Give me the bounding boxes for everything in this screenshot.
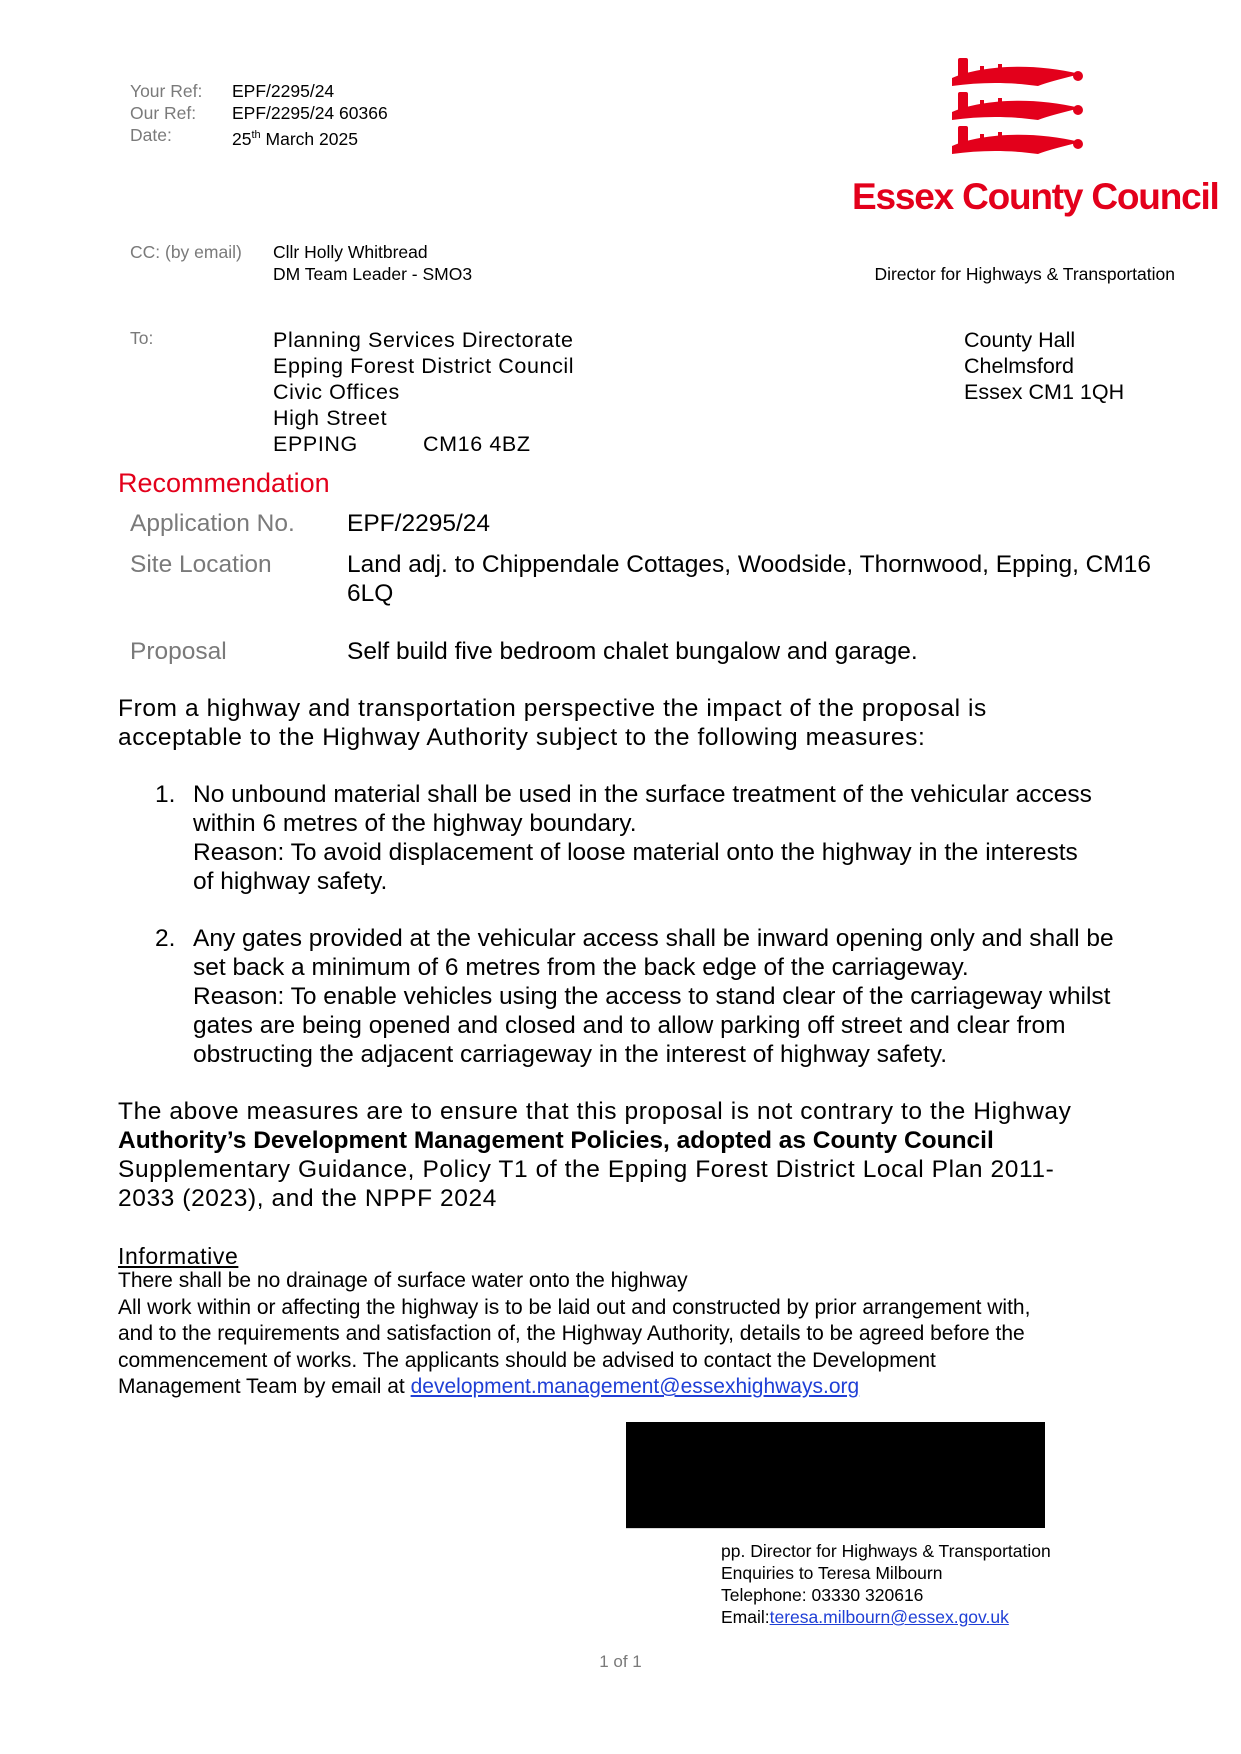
recipient-address <box>273 327 574 457</box>
page-number: 1 of 1 <box>599 1652 642 1671</box>
condition-number: 2. <box>155 925 176 952</box>
sender-address-line: Essex CM1 1QH <box>964 380 1125 404</box>
address-town: EPPING <box>273 432 358 456</box>
proposal-label: Proposal <box>130 638 227 665</box>
our-ref-label: Our Ref: <box>130 103 197 123</box>
sender-address <box>964 327 1124 405</box>
sender-title: Director for Highways & Transportation <box>874 264 1175 284</box>
condition-list <box>155 780 1114 1069</box>
application-no-value: EPF/2295/24 <box>347 510 491 537</box>
to-label: To: <box>130 328 154 348</box>
condition-number: 1. <box>155 781 176 808</box>
cc-line-1: Cllr Holly Whitbread <box>273 242 428 262</box>
site-location-label: Site Location <box>130 551 272 578</box>
your-ref-value: EPF/2295/24 <box>232 81 335 101</box>
signature-enquiries: Enquiries to Teresa Milbourn <box>721 1563 943 1583</box>
reference-block <box>130 80 388 150</box>
recommendation-heading: Recommendation <box>118 468 330 498</box>
address-line: Civic Offices <box>273 380 400 404</box>
address-line: Planning Services Directorate <box>273 328 574 352</box>
signature-telephone: Telephone: 03330 320616 <box>721 1585 924 1605</box>
sender-address-line: Chelmsford <box>964 354 1074 378</box>
intro-paragraph: From a highway and transportation perspective the impact of the proposal is acceptable to the Highway Authority subject to the following measures: <box>118 695 987 751</box>
your-ref-label: Your Ref: <box>130 81 203 101</box>
address-line: High Street <box>273 406 388 430</box>
cc-line-2: DM Team Leader - SMO3 <box>273 264 473 284</box>
condition-item: 2. Any gates provided at the vehicular access shall be inward opening only and shall be set back a minimum of 6 metres from the back edge of the carriageway. Reason: To enable vehicles using the access to stand clear of the carriageway whilst gates are being opened and closed and to allow parking off street and clear from obstructing the adjacent carriageway in the interest of highway safety. <box>155 925 1114 1068</box>
condition-item: 1. No unbound material shall be used in the surface treatment of the vehicular access within 6 metres of the highway boundary. Reason: To avoid displacement of loose material onto the highway in the interests of highway safety. <box>155 781 1092 895</box>
sender-address-line: County Hall <box>964 328 1076 352</box>
summary-paragraph: The above measures are to ensure that this proposal is not contrary to the Highway Authority’s Development Management Policies, adopted as County Council Supplementary Guidance, Policy T1 of the Epping Forest District Local Plan 2011- 2033 (2023), and the NPPF 2024 <box>118 1098 1072 1212</box>
signature-email-link[interactable]: teresa.milbourn@essex.gov.uk <box>769 1607 1009 1627</box>
cc-recipients <box>273 241 472 285</box>
signature-divider <box>626 1528 940 1529</box>
site-location-value: Land adj. to Chippendale Cottages, Woodside, Thornwood, Epping, CM16 6LQ <box>347 551 1152 607</box>
essex-seaxes-logo-icon <box>950 56 1090 166</box>
our-ref-value: EPF/2295/24 60366 <box>232 103 388 123</box>
date-label: Date: <box>130 125 172 145</box>
application-no-label: Application No. <box>130 510 295 537</box>
address-postcode: CM16 4BZ <box>423 432 531 456</box>
development-management-email-link[interactable]: development.management@essexhighways.org <box>410 1375 860 1398</box>
date-value: 25th March 2025 <box>232 128 358 149</box>
redacted-signature <box>626 1422 1045 1528</box>
cc-label: CC: (by email) <box>130 242 242 262</box>
signature-pp: pp. Director for Highways & Transportation <box>721 1541 1051 1561</box>
signature-block <box>721 1540 1051 1628</box>
informative-heading: Informative <box>118 1243 239 1269</box>
logo-wordmark: Essex County Council <box>852 176 1219 217</box>
informative-body: There shall be no drainage of surface water onto the highway All work within or affecting the highway is to be laid out and constructed by prior arrangement with, and to the requirements and satisfaction of, the Highway Authority, details to be agreed before the commencement of works. The applicants should be advised to contact the Development Management Team by email at development.management@essexhighways.org <box>118 1269 1031 1398</box>
proposal-value: Self build five bedroom chalet bungalow and garage. <box>347 638 918 665</box>
signature-email-label: Email: <box>721 1607 770 1627</box>
address-line: Epping Forest District Council <box>273 354 575 378</box>
